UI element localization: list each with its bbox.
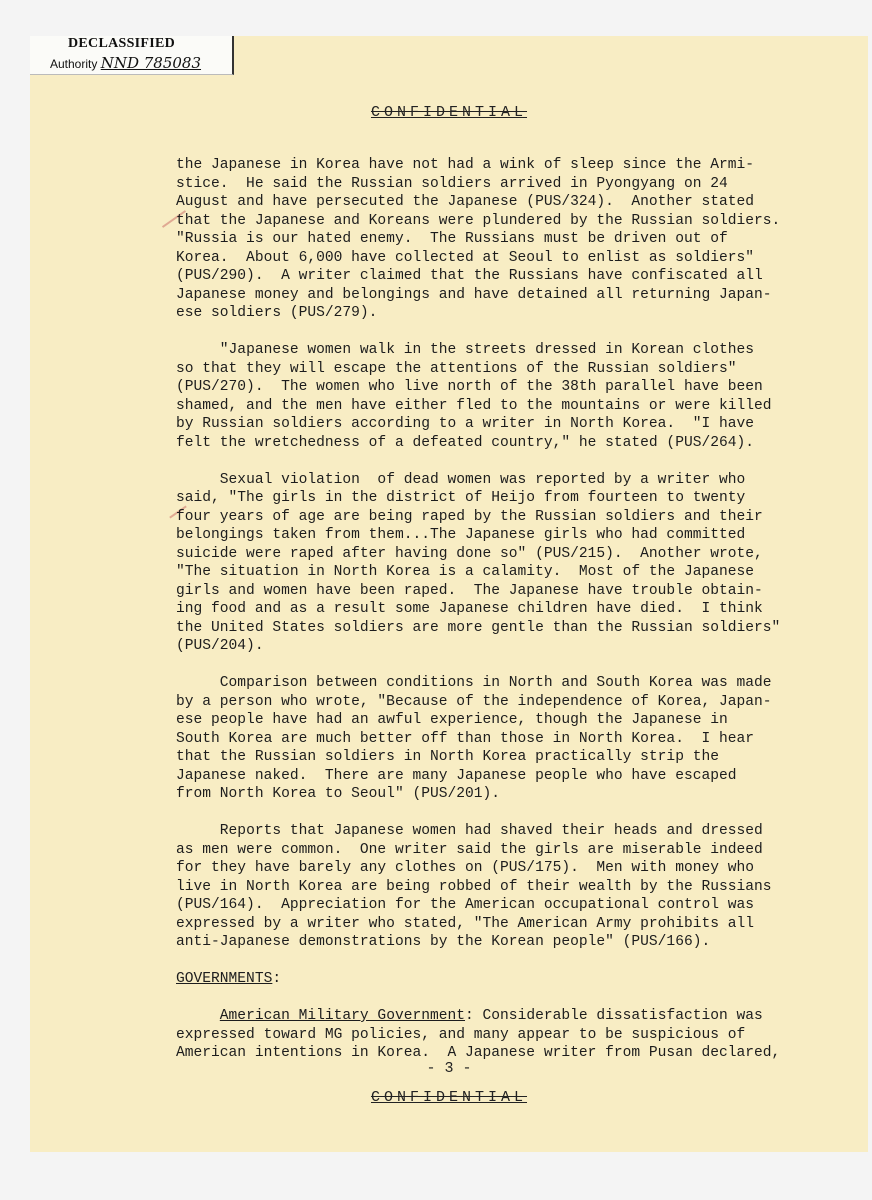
section-text: Considerable dissatisfaction was expressed toward MG policies, and many appear to be suspicious of American intentions in Korea. A Japanese writer from Pusan declared, [176,1008,781,1061]
confidential-header-text: CONFIDENTIAL [370,104,528,121]
section-subheading-suffix: : [465,1008,474,1024]
authority-number: NND 785083 [100,54,202,72]
section-paragraph [176,1007,836,1063]
section-heading-suffix: : [272,971,282,987]
authority-label: Authority [50,57,98,71]
paragraph: Sexual violation of dead women was reported by a writer who said, "The girls in the district of Heijo from fourteen to twenty four years of age are being raped by the Russian soldiers and their belongings taken from them...The Japanese girls who had committed suicide were raped after having done so" (PUS/215). Another wrote, "The situation in North Korea is a calamity. Most of the Japanese girls and women have been raped. The Japanese have trouble obtain- ing food and as a result some Japanese children have died. I think the United States soldiers are more gentle than the Russian soldiers" (PUS/204). [176,471,781,654]
page-number: - 3 - [426,1060,472,1077]
paragraph: Reports that Japanese women had shaved their heads and dressed as men were common. One writer said the girls are miserable indeed for they have barely any clothes on (PUS/175). Men with money who live in North Korea are being robbed of their wealth by the Russians (PUS/164). Appreciation for the American occupational control was expressed by a writer who stated, "The American Army prohibits all anti-Japanese demonstrations by the Korean people" (PUS/166). [176,823,772,950]
section-heading [176,970,836,989]
paragraph: "Japanese women walk in the streets dressed in Korean clothes so that they will escape the attentions of the Russian soldiers" (PUS/270). The women who live north of the 38th parallel have been shamed, and the men have either fled to the mountains or were killed by Russian soldiers according to a writer in North Korea. "I have felt the wretchedness of a defeated country," he stated (PUS/264). [176,342,772,451]
confidential-header [30,104,868,121]
declassified-title: DECLASSIFIED [68,36,176,51]
paragraph: Comparison between conditions in North and South Korea was made by a person who wrote, "Because of the independence of Korea, Japan- ese people have had an awful experience, though the Japanese in South Korea are much better off than those in North Korea. I hear that the Russian soldiers in North Korea practically strip the Japanese naked. There are many Japanese people who have escaped from North Korea to Seoul" (PUS/201). [176,675,772,802]
body-text [176,156,836,1081]
section-heading-text: GOVERNMENTS [176,971,273,987]
document-page [30,36,868,1152]
section-subheading: American Military Government [219,1008,466,1024]
confidential-footer-text: CONFIDENTIAL [370,1089,528,1106]
confidential-footer [30,1089,868,1106]
paragraph: the Japanese in Korea have not had a wink of sleep since the Armi- stice. He said the Russian soldiers arrived in Pyongyang on 24 August and have persecuted the Japanese (PUS/324). Another stated that the Japanese and Koreans were plundered by the Russian soldiers. "Russia is our hated enemy. The Russians must be driven out of Korea. About 6,000 have collected at Seoul to enlist as soldiers" (PUS/290). A writer claimed that the Russians have confiscated all Japanese money and belongings and have detained all returning Japan- ese soldiers (PUS/279). [176,157,781,321]
authority-line [50,54,201,72]
declassified-stamp [30,36,234,75]
